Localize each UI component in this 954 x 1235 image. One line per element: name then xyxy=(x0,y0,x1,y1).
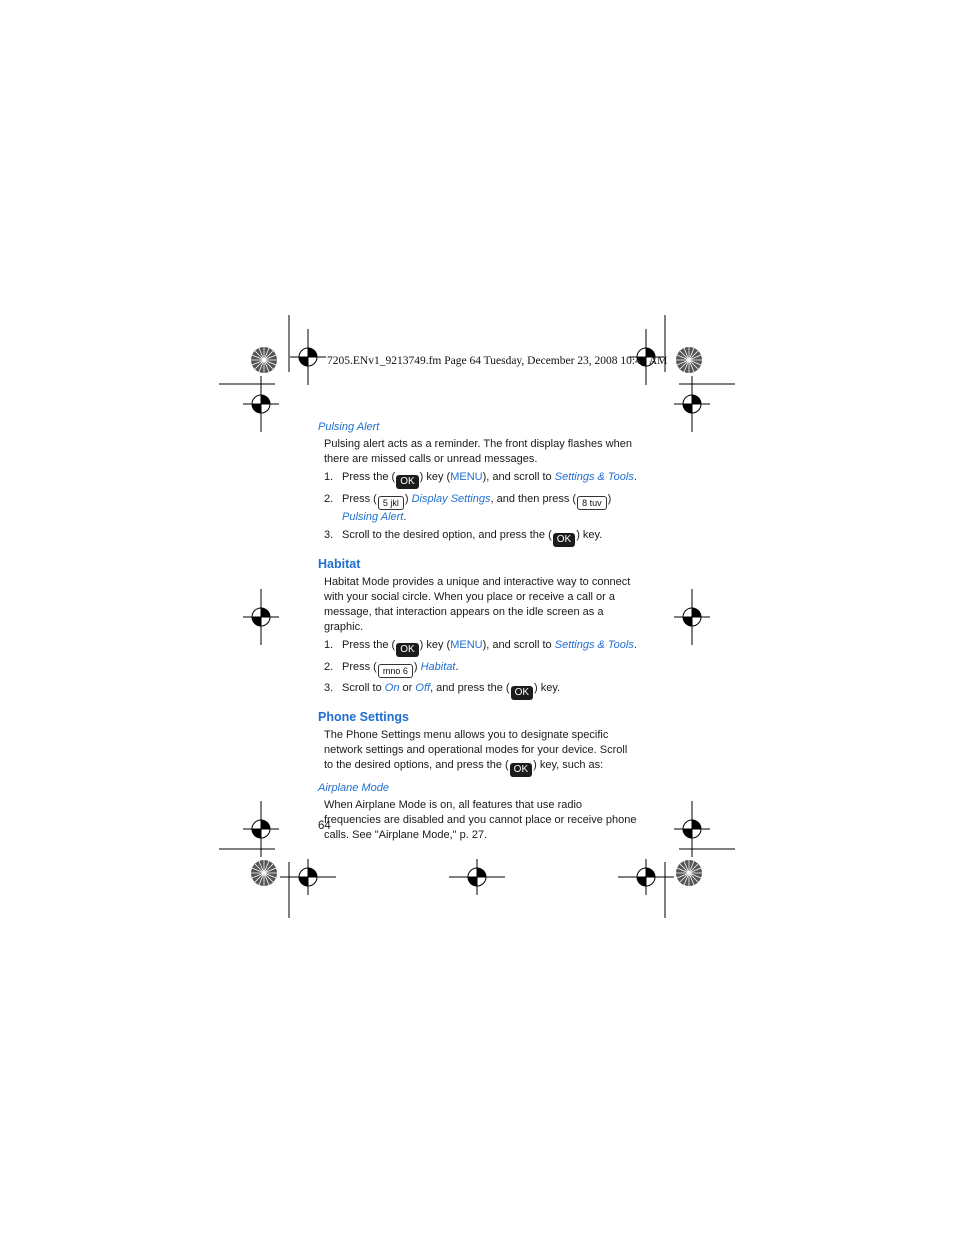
step-text: ) xyxy=(413,661,421,673)
intro-text: ) key, such as: xyxy=(533,759,604,771)
step-number: 1. xyxy=(324,639,334,651)
habitat-steps xyxy=(324,638,638,700)
phone-settings-intro xyxy=(324,728,638,777)
ok-key-icon: OK xyxy=(396,475,418,489)
habitat-intro: Habitat Mode provides a unique and interactive way to connect with your social circle. When you place or receive a call or a message, that interaction appears on the idle screen as a graphic. xyxy=(324,576,631,633)
step-number: 2. xyxy=(324,661,334,673)
step-text: ) xyxy=(607,493,612,505)
pulsing-alert-title: Pulsing Alert xyxy=(318,421,380,433)
step-number: 3. xyxy=(324,682,334,694)
step-text: Scroll to the desired option, and press the ( xyxy=(342,529,552,541)
airplane-mode-text: When Airplane Mode is on, all features that use radio frequencies are disabled and you cannot place or receive phone calls. See "Airplane Mode," p. 27. xyxy=(324,799,637,841)
settings-tools-link: Settings & Tools xyxy=(554,639,634,651)
step-text: ), and scroll to xyxy=(482,471,555,483)
habitat-link: Habitat xyxy=(420,661,456,673)
step-text: ) key ( xyxy=(419,471,451,483)
step-text: . xyxy=(633,471,637,483)
key-8-icon: 8 tuv xyxy=(577,496,607,510)
step-text: ) key ( xyxy=(419,639,451,651)
airplane-mode-title: Airplane Mode xyxy=(318,782,389,794)
step-number: 3. xyxy=(324,529,334,541)
menu-label: MENU xyxy=(450,639,483,651)
list-item xyxy=(324,528,638,547)
list-item xyxy=(324,681,638,700)
pulsing-alert-link: Pulsing Alert xyxy=(342,511,404,523)
step-text: Press ( xyxy=(342,661,377,673)
step-text: or xyxy=(399,682,416,694)
ok-key-icon: OK xyxy=(553,533,575,547)
step-text: , and press the ( xyxy=(430,682,510,694)
key-5-icon: 5 jkl xyxy=(378,496,404,510)
pulsing-alert-intro: Pulsing alert acts as a reminder. The front display flashes when there are missed calls or unread messages. xyxy=(324,438,632,465)
step-text: . xyxy=(633,639,637,651)
page-content xyxy=(318,420,638,846)
menu-label: MENU xyxy=(450,471,483,483)
habitat-heading: Habitat xyxy=(318,557,361,571)
step-text: Scroll to xyxy=(342,682,385,694)
off-option: Off xyxy=(415,682,431,694)
ok-key-icon: OK xyxy=(510,763,532,777)
intro-text: The Phone Settings menu allows you to designate specific network settings and operational modes for your device. Scroll to the desired options, and press the ( xyxy=(324,729,628,771)
ok-key-icon: OK xyxy=(396,643,418,657)
step-number: 2. xyxy=(324,493,334,505)
on-option: On xyxy=(384,682,400,694)
step-text: Press ( xyxy=(342,493,377,505)
ok-key-icon: OK xyxy=(511,686,533,700)
display-settings-link: Display Settings xyxy=(411,493,491,505)
phone-settings-heading: Phone Settings xyxy=(318,710,409,724)
list-item xyxy=(324,470,638,489)
step-text: ) key. xyxy=(576,529,603,541)
list-item xyxy=(324,638,638,657)
step-text: . xyxy=(403,511,407,523)
step-text: Press the ( xyxy=(342,639,396,651)
step-text: Press the ( xyxy=(342,471,396,483)
pulsing-alert-steps xyxy=(324,470,638,547)
step-text: ) xyxy=(404,493,412,505)
settings-tools-link: Settings & Tools xyxy=(554,471,634,483)
list-item xyxy=(324,492,638,525)
key-6-icon: mno 6 xyxy=(378,664,413,678)
step-text: ), and scroll to xyxy=(482,639,555,651)
step-text: . xyxy=(455,661,459,673)
page-number: 64 xyxy=(318,820,331,832)
step-text: ) key. xyxy=(534,682,561,694)
list-item xyxy=(324,660,638,678)
step-text: , and then press ( xyxy=(490,493,577,505)
step-number: 1. xyxy=(324,471,334,483)
file-header: 7205.ENv1_9213749.fm Page 64 Tuesday, December 23, 2008 10:47 AM xyxy=(327,355,668,367)
